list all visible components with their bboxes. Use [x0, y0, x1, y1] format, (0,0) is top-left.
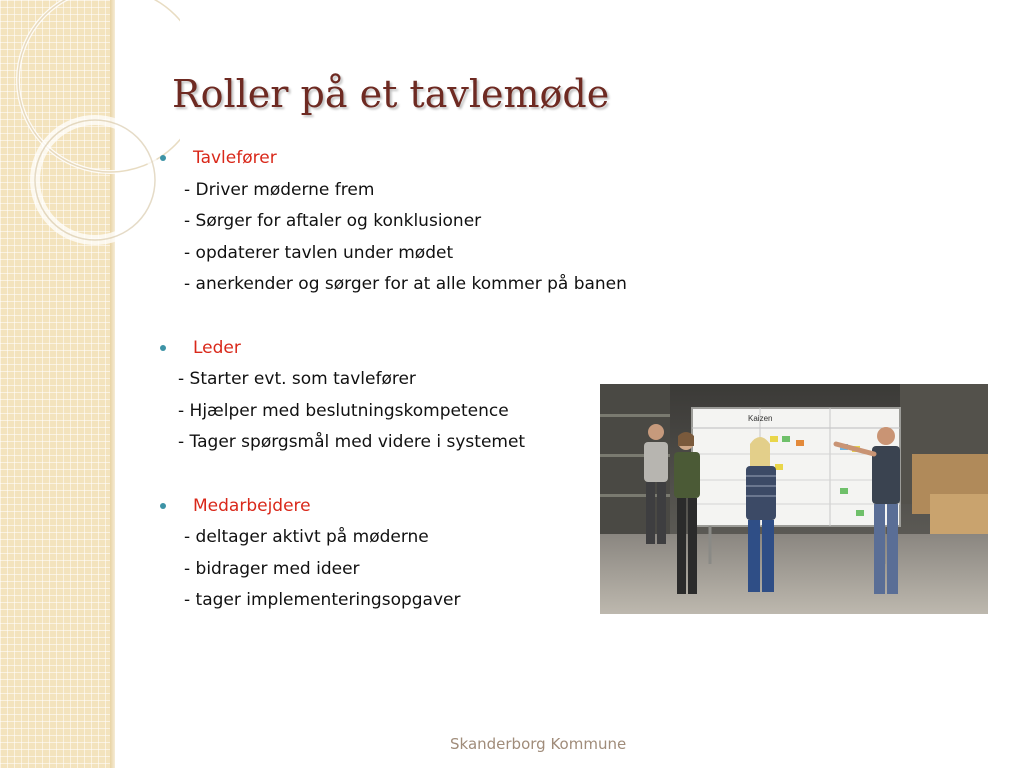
role-label: Medarbejdere: [193, 495, 311, 516]
decorative-rings: [0, 0, 180, 768]
role-heading-leder: [160, 333, 660, 365]
role-item: - deltager aktivt på møderne: [184, 527, 429, 548]
bullet-icon: [160, 155, 166, 161]
board-heading: Kaizen: [748, 414, 773, 423]
role-item: - tager implementeringsopgaver: [184, 590, 461, 611]
spacer: [160, 301, 660, 333]
role-item: - anerkender og sørger for at alle kommer på banen: [184, 274, 627, 295]
role-item: - bidrager med ideer: [184, 558, 360, 579]
role-item: - Hjælper med beslutningskompetence: [178, 400, 509, 421]
role-label: Tavlefører: [193, 148, 277, 168]
role-item: - Tager spørgsmål med videre i systemet: [178, 432, 526, 453]
bullet-icon: [160, 345, 166, 351]
role-item: - opdaterer tavlen under mødet: [184, 242, 454, 263]
team-meeting-photo: [600, 384, 988, 614]
slide-title: Roller på et tavlemøde: [172, 72, 610, 116]
role-list: [160, 143, 660, 617]
role-label: Leder: [193, 337, 241, 358]
role-item: - Driver møderne frem: [184, 179, 375, 200]
role-item: - Sørger for aftaler og konklusioner: [184, 211, 482, 232]
spacer: [160, 459, 660, 491]
footer-organization: Skanderborg Kommune: [450, 735, 627, 753]
role-item: - Starter evt. som tavlefører: [178, 369, 416, 390]
bullet-icon: [160, 503, 166, 509]
team-meeting-illustration: [600, 384, 988, 614]
role-heading-medarbejdere: [160, 491, 660, 523]
role-heading-tavlefoerer: [160, 143, 660, 175]
